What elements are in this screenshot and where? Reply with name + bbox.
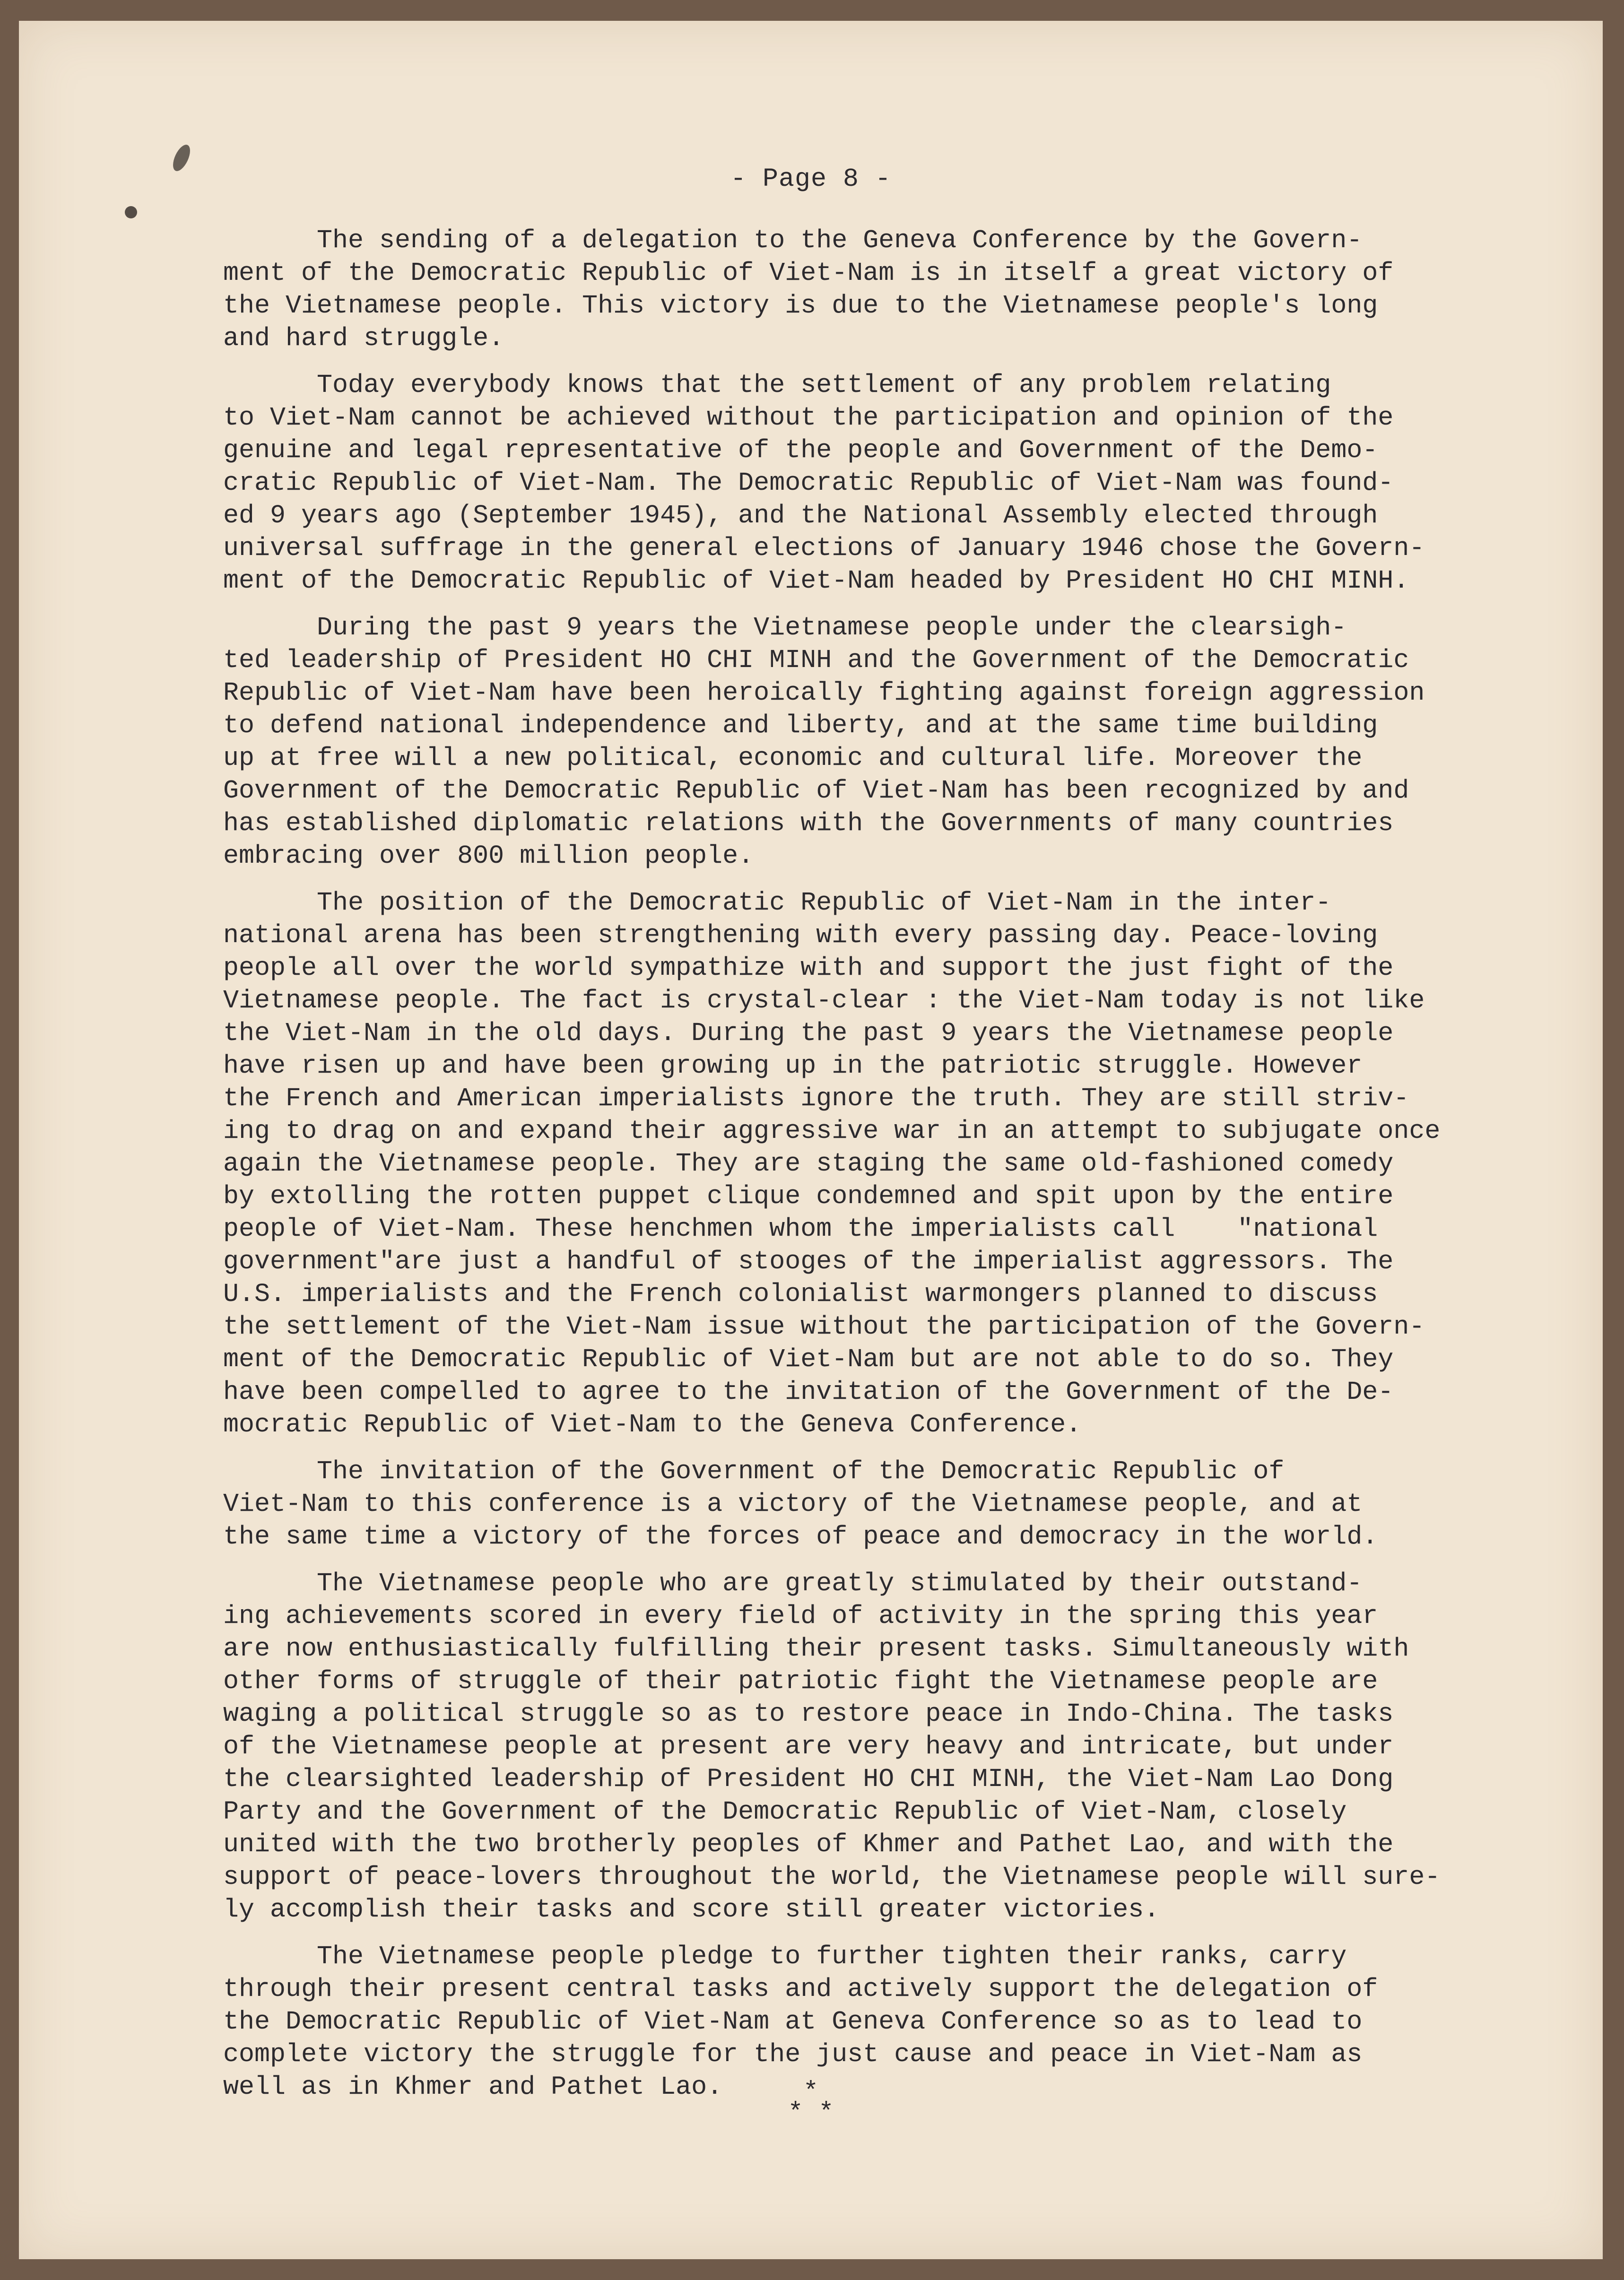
paragraph-1: The sending of a delegation to the Geneva Conference by the Govern- ment of the Democratic Republic of Viet-Nam is in itself a great victory of the Vietnamese people. This victory is due to the Vietnamese people's long and hard struggle. [223, 225, 1394, 353]
paragraph-3: During the past 9 years the Vietnamese people under the clearsigh- ted leadership of President HO CHI MINH and the Government of the Democratic Republic of Viet-Nam have been heroically fighting against foreign aggression to defend national independence and liberty, and at the same time building up at free will a new political, economic and cultural life. Moreover the Government of the Democratic Republic of Viet-Nam has been recognized by and has established diplomatic relations with the Governments of many countries embracing over 800 million people. [223, 613, 1425, 871]
punch-hole-mark [125, 206, 137, 218]
paragraph-6: The Vietnamese people who are greatly stimulated by their outstand- ing achievements scored in every field of activity in the spring this year are now enthusiastically fulfilling their present tasks. Simultaneously with other forms of struggle of their patriotic fight the Vietnamese people are waging a political struggle so as to restore peace in Indo-China. The tasks of the Vietnamese people at present are very heavy and intricate, but under the clearsighted leadership of President HO CHI MINH, the Viet-Nam Lao Dong Party and the Government of the Democratic Republic of Viet-Nam, closely united with the two brotherly peoples of Khmer and Pathet Lao, and with the support of peace-lovers throughout the world, the Vietnamese people will sure- ly accomplish their tasks and score still greater victories. [223, 1569, 1441, 1925]
page-number: - Page 8 - [730, 164, 892, 194]
paragraph-4: The position of the Democratic Republic of Viet-Nam in the inter- national arena has been strengthening with every passing day. Peace-loving people all over the world sympathize with and support the just fight of the Vietnamese people. The fact is crystal-clear : the Viet-Nam today is not like the Viet-Nam in the old days. During the past 9 years the Vietnamese people have risen up and have been growing up in the patriotic struggle. However the French and American imperialists ignore the truth. They are still striv- ing to drag on and expand their aggressive war in an attempt to subjugate once again the Vietnamese people. They are staging the same old-fashioned comedy by extolling the rotten puppet clique condemned and spit upon by the entire people of Viet-Nam. These henchmen whom the imperialists call "national government"are just a handful of stooges of the imperialist aggressors. The U.S. imperialists and the French colonialist warmongers planned to discuss the settlement of the Viet-Nam issue without the participation of the Govern- ment of the Democratic Republic of Viet-Nam but are not able to do so. They have been compelled to agree to the invitation of the Government of the De- mocratic Republic of Viet-Nam to the Geneva Conference. [223, 888, 1441, 1439]
paragraph-2: Today everybody knows that the settlement of any problem relating to Viet-Nam cannot be achieved without the participation and opinion of the genuine and legal representative of the people and Government of the Demo- cratic Republic of Viet-Nam. The Democratic Republic of Viet-Nam was found- ed 9 years ago (September 1945), and the National Assembly elected through universal suffrage in the general elections of January 1946 chose the Govern- ment of the Democratic Republic of Viet-Nam headed by President HO CHI MINH. [223, 370, 1425, 596]
paragraph-7: The Vietnamese people pledge to further tighten their ranks, carry through their present central tasks and actively support the delegation of the Democratic Republic of Viet-Nam at Geneva Conference so as to lead to complete victory the struggle for the just cause and peace in Viet-Nam as well as in Khmer and Pathet Lao. [223, 1942, 1378, 2102]
document-page [19, 21, 1603, 2259]
paragraph-5: The invitation of the Government of the Democratic Republic of Viet-Nam to this conference is a victory of the Vietnamese people, and at the same time a victory of the forces of peace and democracy in the world. [223, 1456, 1378, 1552]
closing-asterism [19, 2078, 1603, 2127]
asterism-top: * [803, 2078, 819, 2107]
body-text [223, 224, 1509, 2117]
asterism-bottom: * * [788, 2098, 834, 2127]
